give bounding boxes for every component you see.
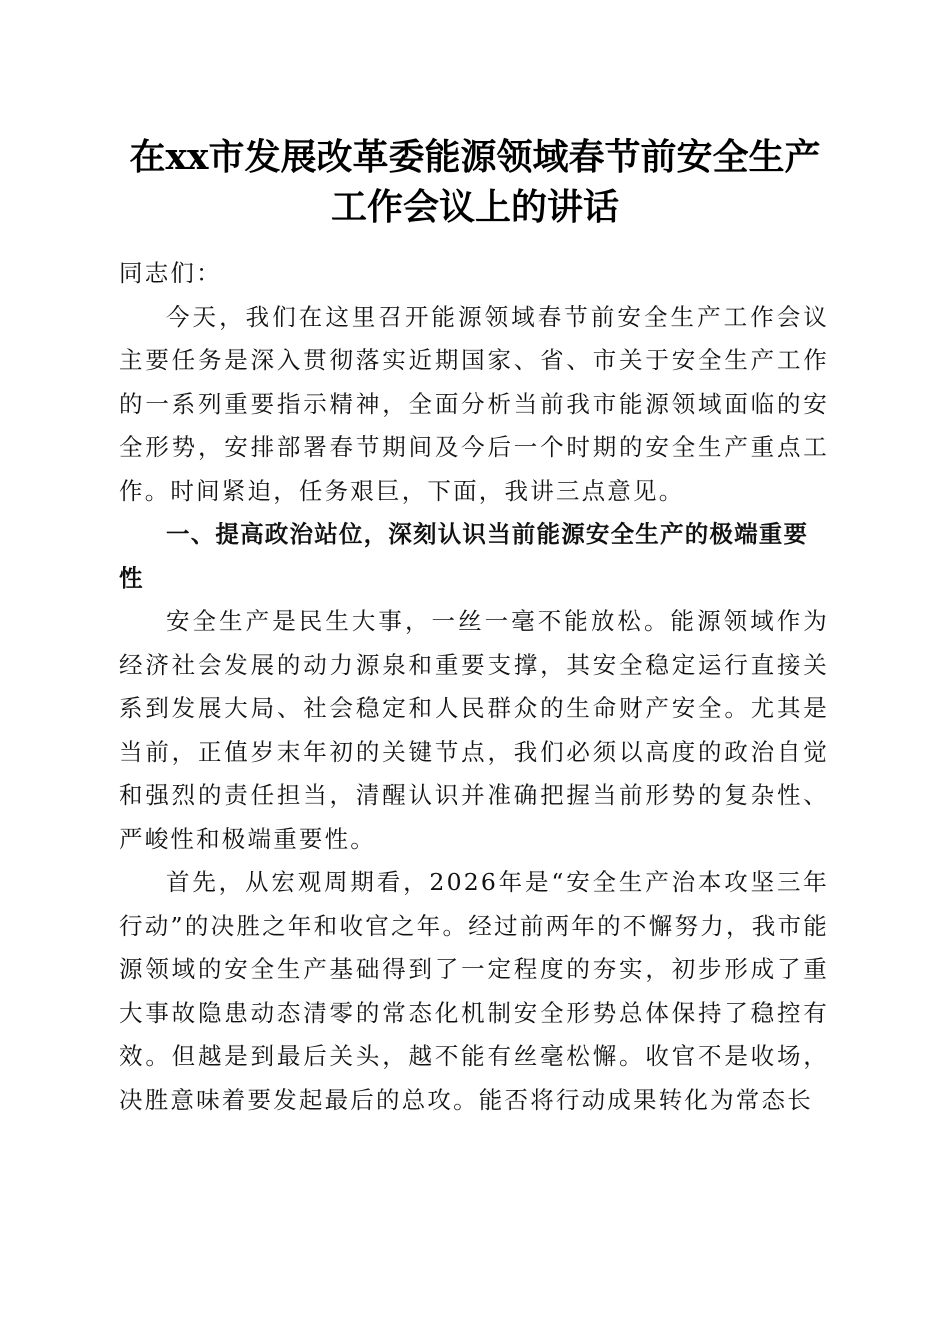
- title-line-1: 在xx市发展改革委能源领域春节前安全生产: [129, 136, 821, 178]
- document-body: [119, 252, 829, 1122]
- title-line-2: 工作会议上的讲话: [330, 186, 619, 228]
- section-1-heading: 一、提高政治站位，深刻认识当前能源安全生产的极端重要性: [119, 520, 809, 592]
- document-title: [100, 132, 850, 232]
- salutation: 同志们：: [119, 259, 222, 287]
- section-1-paragraph-2: 首先，从宏观周期看，2026年是“安全生产治本攻坚三年行动”的决胜之年和收官之年。经过前两年的不懈努力，我市能源领域的安全生产基础得到了一定程度的夯实，初步形成了重大事故隐患动态清零的常态化机制安全形势总体保持了稳控有效。但越是到最后关头，越不能有丝毫松懈。收官不是收场，决胜意味着要发起最后的总攻。能否将行动成果转化为常态长: [119, 868, 829, 1114]
- intro-paragraph: 今天，我们在这里召开能源领域春节前安全生产工作会议主要任务是深入贯彻落实近期国家、省、市关于安全生产工作的一系列重要指示精神，全面分析当前我市能源领域面临的安全形势，安排部署春节期间及今后一个时期的安全生产重点工作。时间紧迫，任务艰巨，下面，我讲三点意见。: [119, 302, 829, 505]
- section-1-paragraph-1: 安全生产是民生大事，一丝一毫不能放松。能源领域作为经济社会发展的动力源泉和重要支撑，其安全稳定运行直接关系到发展大局、社会稳定和人民群众的生命财产安全。尤其是当前，正值岁末年初的关键节点，我们必须以高度的政治自觉和强烈的责任担当，清醒认识并准确把握当前形势的复杂性、严峻性和极端重要性。: [119, 607, 829, 853]
